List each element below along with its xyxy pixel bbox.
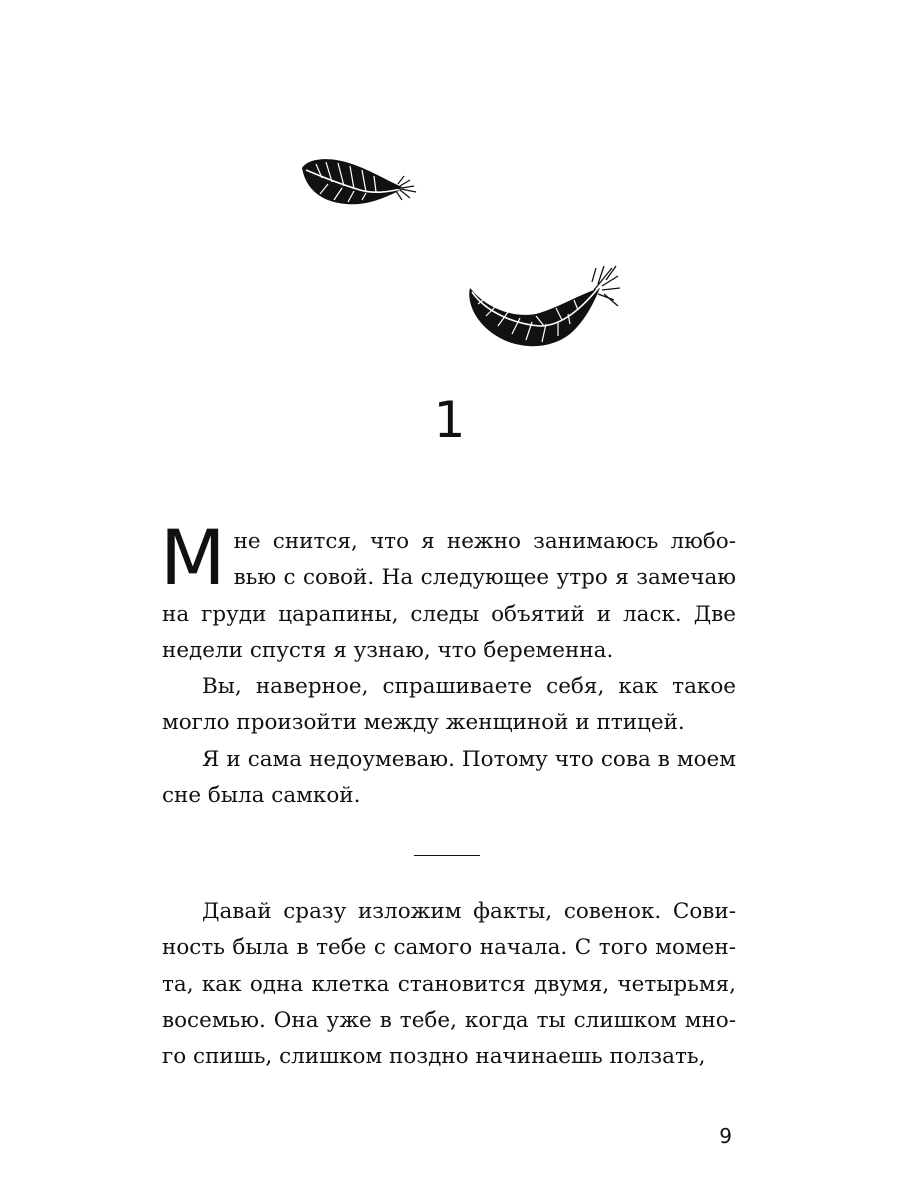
feather-icon — [462, 256, 622, 358]
paragraph-text: не снится, что я нежно занимаюсь любовью с совой. На следующее утро я замечаю на груди царапины, следы объятий и ласк. Две недели спустя я узнаю, что беременна. — [162, 529, 736, 663]
drop-cap: М — [160, 513, 226, 602]
paragraph: Я и сама недоумеваю. Потому что сова в моем сне была самкой. — [162, 746, 736, 809]
section-divider — [414, 855, 480, 856]
chapter-number: 1 — [433, 391, 467, 449]
page-number: 9 — [719, 1124, 732, 1148]
paragraph: Давай сразу изложим факты, совенок. Совиность была в тебе с самого начала. С того момента, как одна клетка становится двумя, четырьмя, восемью. Она уже в тебе, когда ты слишком много спишь, слишком поздно начинаешь ползать, — [162, 899, 736, 1070]
section-one — [160, 513, 736, 814]
section-two — [162, 894, 736, 1075]
paragraph — [160, 513, 736, 669]
feather-icon — [296, 152, 418, 218]
paragraph: Вы, наверное, спрашиваете себя, как такое могло произойти между женщиной и птицей. — [162, 674, 736, 736]
